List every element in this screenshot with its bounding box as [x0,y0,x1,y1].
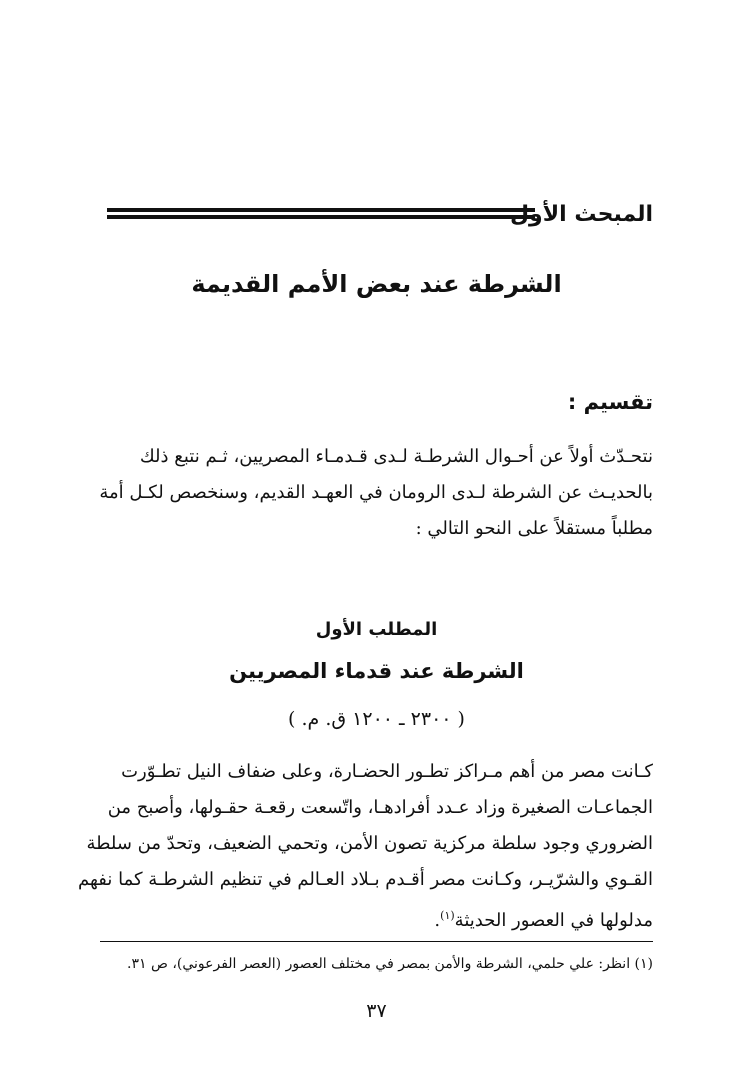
double-rule-divider [107,208,535,219]
body-paragraph [78,754,653,939]
paragraph-last-line [101,898,653,939]
body-section [78,754,653,939]
division-paragraph [101,439,653,547]
subsection-label: المطلب الأول [315,619,438,640]
last-line-text: مدلولها في العصور الحديثة [454,910,653,931]
footnote-reference[interactable]: (١) [440,909,455,922]
division-section [101,387,653,547]
paragraph-line: نتحـدّث أولاً عن أحـوال الشرطـة لـدى قـدمـاء المصريين، ثـم نتبع ذلك [139,446,653,467]
footnote: (١) انظر: علي حلمي، الشرطة والأمن بمصر في مختلف العصور (العصر الفرعوني)، ص ٣١. [127,956,653,972]
date-range: ( ٢٣٠٠ ـ ١٢٠٠ ق. م. ) [288,708,465,730]
chapter-title: الشرطة عند بعض الأمم القديمة [191,270,562,298]
footnote-divider [100,941,653,942]
paragraph-line: مطلباً مستقلاً على النحو التالي : [415,518,653,539]
paragraph-line: الضروري وجود سلطة مركزية تصون الأمن، وتحمي الضعيف، وتحدّ من سلطة [86,833,653,854]
paragraph-line: الجماعـات الصغيرة وزاد عـدد أفرادهـا، واتّسعت رقعـة حقـولها، وأصبح من [107,797,653,818]
paragraph-line: بالحديـث عن الشرطة لـدى الرومان في العهـد القديم، وسنخصص لكـل أمة [99,482,653,503]
paragraph-line: القـوي والشرّيـر، وكـانت مصر أقـدم بـلاد العـالم في تنظيم الشرطـة كما نفهم [78,869,653,890]
division-heading: تقسيم : [567,390,653,414]
section-header [103,200,653,240]
subsection-title: الشرطة عند قدماء المصريين [229,659,524,683]
section-label: المبحث الأول [509,202,653,227]
paragraph-line: كـانت مصر من أهم مـراكز تطـور الحضـارة، وعلى ضفاف النيل تطـوّرت [121,761,653,782]
last-line-period: . [434,910,441,931]
page-number: ٣٧ [366,1000,387,1022]
